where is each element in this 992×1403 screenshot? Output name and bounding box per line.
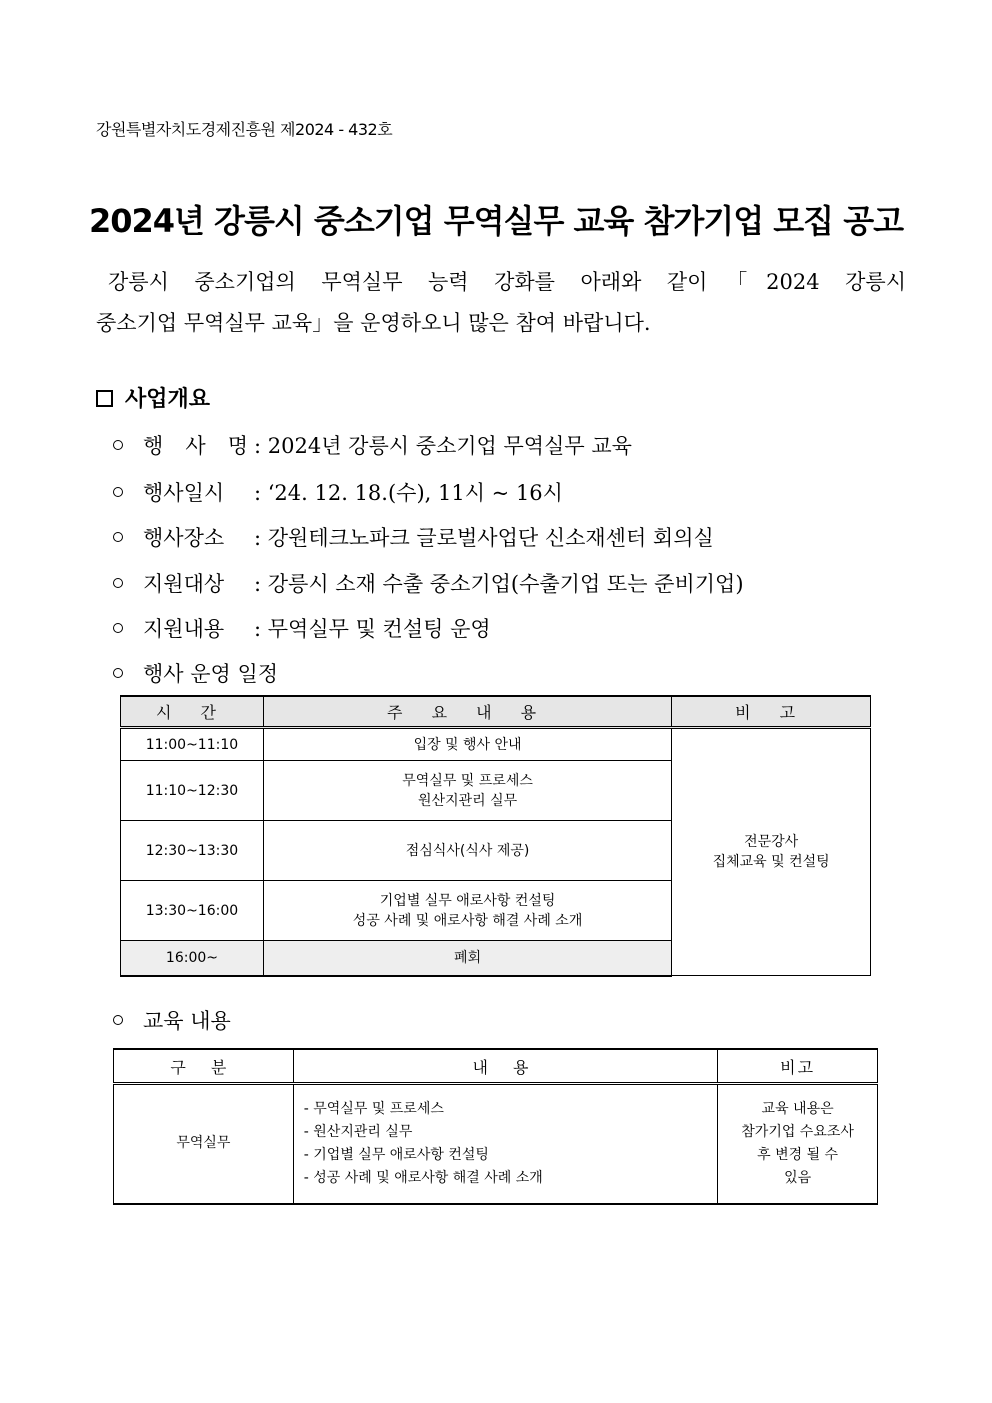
page-title: 2024년 강릉시 중소기업 무역실무 교육 참가기업 모집 공고 [88, 202, 904, 240]
circle-bullet-icon [113, 1015, 123, 1025]
education-heading [113, 1005, 231, 1035]
item-value: : 강원테크노파크 글로벌사업단 신소재센터 회의실 [254, 526, 714, 550]
item-label: 행사장소 [143, 526, 225, 550]
intro-line-2: 중소기업 무역실무 교육」을 운영하오니 많은 참여 바랍니다. [96, 311, 651, 335]
note-line: 교육 내용은 [761, 1100, 834, 1117]
header-category: 구 분 [114, 1049, 294, 1084]
item-label: 행 사 명 [143, 434, 248, 458]
note-line: 있음 [784, 1169, 812, 1186]
table-row [121, 728, 871, 761]
item-label: 지원내용 [143, 617, 225, 641]
section-heading-label: 사업개요 [125, 387, 211, 412]
item-label: 행사일시 [143, 481, 225, 505]
item-label: 지원대상 [143, 572, 225, 596]
item-value: : ‘24. 12. 18.(수), 11시 ~ 16시 [254, 481, 563, 505]
item-value: : 무역실무 및 컨설팅 운영 [254, 617, 491, 641]
content-cell [263, 728, 671, 761]
content-line: - 무역실무 및 프로세스 [303, 1100, 444, 1117]
content-cell [263, 941, 671, 976]
header-content: 내 용 [293, 1049, 717, 1084]
time-cell: 11:10~12:30 [121, 761, 264, 821]
note-line: 후 변경 될 수 [757, 1146, 839, 1163]
item-value: : 강릉시 소재 수출 중소기업(수출기업 또는 준비기업) [254, 572, 744, 596]
content-line: - 기업별 실무 애로사항 컨설팅 [303, 1146, 489, 1163]
circle-bullet-icon [113, 668, 123, 678]
intro-paragraph [96, 262, 906, 344]
content-line: - 성공 사례 및 애로사항 해결 사례 소개 [303, 1169, 543, 1186]
note-cell [672, 728, 871, 976]
table-row [114, 1084, 878, 1204]
document-number: 강원특별자치도경제진흥원 제2024 - 432호 [96, 120, 393, 139]
content-line: 무역실무 및 프로세스 [402, 772, 533, 789]
content-line: 입장 및 행사 안내 [413, 736, 522, 753]
education-heading-label: 교육 내용 [143, 1009, 231, 1033]
circle-bullet-icon [113, 623, 123, 633]
content-line: 성공 사례 및 애로사항 해결 사례 소개 [352, 912, 583, 929]
note-cell [718, 1084, 878, 1204]
overview-item-event-venue [113, 522, 714, 552]
content-line: 원산지관리 실무 [418, 792, 518, 809]
content-cell [263, 881, 671, 941]
checkbox-square-icon [96, 390, 113, 407]
category-cell: 무역실무 [114, 1084, 294, 1204]
item-label: 행사 운영 일정 [143, 662, 279, 686]
overview-item-schedule [113, 658, 278, 688]
time-cell: 11:00~11:10 [121, 728, 264, 761]
content-line: 폐회 [454, 949, 482, 966]
content-cell [263, 821, 671, 881]
time-cell: 12:30~13:30 [121, 821, 264, 881]
education-table [113, 1048, 878, 1205]
header-time: 시 간 [121, 696, 264, 728]
circle-bullet-icon [113, 440, 123, 450]
note-line: 전문강사 [744, 834, 799, 850]
section-heading [96, 382, 210, 413]
intro-line-1: 강릉시 중소기업의 무역실무 능력 강화를 아래와 같이「2024 강릉시 [108, 270, 906, 294]
content-line: 점심식사(식사 제공) [405, 842, 530, 859]
content-line: - 원산지관리 실무 [303, 1123, 413, 1140]
header-note: 비고 [718, 1049, 878, 1084]
table-header-row [121, 696, 871, 728]
content-cell [293, 1084, 717, 1204]
circle-bullet-icon [113, 532, 123, 542]
overview-item-event-name [113, 430, 632, 460]
time-cell: 13:30~16:00 [121, 881, 264, 941]
time-cell: 16:00~ [121, 941, 264, 976]
circle-bullet-icon [113, 487, 123, 497]
note-line: 참가기업 수요조사 [741, 1123, 854, 1140]
header-note: 비 고 [672, 696, 871, 728]
content-line: 기업별 실무 애로사항 컨설팅 [379, 892, 556, 909]
content-cell [263, 761, 671, 821]
table-header-row [114, 1049, 878, 1084]
overview-item-target [113, 568, 744, 598]
item-value: : 2024년 강릉시 중소기업 무역실무 교육 [254, 434, 632, 458]
overview-item-event-date [113, 477, 563, 507]
circle-bullet-icon [113, 578, 123, 588]
header-content: 주 요 내 용 [263, 696, 671, 728]
note-line: 집체교육 및 컨설팅 [712, 854, 830, 870]
overview-item-support [113, 613, 491, 643]
schedule-table [120, 695, 871, 977]
